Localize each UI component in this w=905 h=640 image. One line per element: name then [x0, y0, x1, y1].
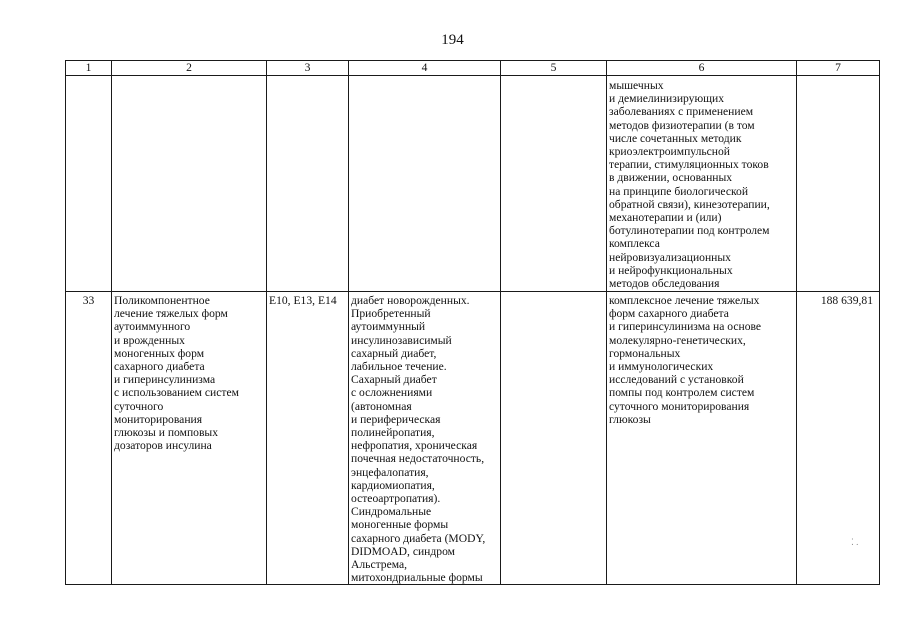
cont-cell-7 — [797, 76, 880, 292]
text-line: с использованием систем — [114, 386, 239, 400]
text-line: глюкозы — [609, 412, 651, 426]
text-line: криоэлектроимпульсной — [609, 145, 731, 159]
text-line: остеоартропатия). — [351, 492, 441, 506]
text-line: мониторирования — [114, 412, 203, 426]
text-line: методов обследования — [609, 277, 720, 291]
text-line: заболеваниях с применением — [609, 105, 754, 119]
text-line: диабет новорожденных. — [351, 294, 470, 307]
cont-cell-4 — [349, 76, 501, 292]
text-line: инсулинозависимый — [351, 333, 452, 347]
scan-speck: ⁚ . — [851, 537, 859, 547]
text-line: числе сочетанных методик — [609, 131, 742, 145]
text-line: мышечных — [609, 79, 664, 92]
text-line: лечение тяжелых форм — [114, 307, 228, 321]
text-line: энцефалопатия, — [351, 465, 429, 479]
text-line: кардиомиопатия, — [351, 478, 435, 492]
care-type-cell — [112, 292, 267, 585]
text-line: и гиперинсулинизма — [114, 373, 216, 387]
cont-cell-1 — [66, 76, 112, 292]
text-line: глюкозы и помповых — [114, 426, 219, 440]
text-line: моногенные формы — [351, 518, 449, 532]
text-line: Приобретенный — [351, 307, 431, 321]
text-line: Сахарный диабет — [351, 373, 437, 387]
text-line: сахарного диабета — [114, 360, 205, 374]
text-line: и иммунологических — [609, 360, 714, 374]
text-line: терапии, стимуляционных токов — [609, 158, 769, 172]
text-line: сахарного диабета (MODY, — [351, 531, 486, 545]
text-line: ботулинотерапии под контролем — [609, 224, 770, 238]
text-line: комплекса — [609, 237, 660, 251]
text-line: аутоиммунного — [114, 320, 191, 334]
cont-cell-3 — [267, 76, 349, 292]
text-line: суточного мониторирования — [609, 399, 750, 413]
diagnosis-codes-cell: E10, E13, E14 — [267, 292, 349, 585]
row-number-cell: 33 — [66, 292, 112, 585]
text-line: молекулярно-генетических, — [609, 333, 746, 347]
column-number-row — [66, 61, 880, 76]
text-line: аутоиммунный — [351, 320, 426, 334]
column-number-4: 4 — [349, 61, 501, 76]
treatment-method-cell — [607, 292, 797, 585]
text-line: Альстрема, — [351, 558, 408, 572]
text-line: обратной связи), кинезотерапии, — [609, 197, 770, 211]
patient-model-cell — [501, 292, 607, 585]
text-line: (автономная — [351, 399, 412, 413]
text-line: и гиперинсулинизма на основе — [609, 320, 762, 334]
text-line: Поликомпонентное — [114, 294, 210, 307]
text-line: с осложнениями — [351, 386, 433, 400]
text-line: и нейрофункциональных — [609, 263, 733, 277]
column-number-7: 7 — [797, 61, 880, 76]
table-row-33 — [66, 292, 880, 585]
text-line: комплексное лечение тяжелых — [609, 294, 760, 307]
text-line: Синдромальные — [351, 505, 432, 519]
cont-cell-2 — [112, 76, 267, 292]
text-line: форм сахарного диабета — [609, 307, 729, 321]
text-line: лабильное течение. — [351, 360, 447, 374]
page-number: 194 — [441, 32, 464, 48]
services-table — [65, 60, 880, 585]
text-line: помпы под контролем систем — [609, 386, 755, 400]
text-line: дозаторов инсулина — [114, 439, 212, 453]
text-line: суточного — [114, 399, 164, 413]
text-line: исследований с установкой — [609, 373, 744, 387]
disease-model-cell — [349, 292, 501, 585]
text-line: и врожденных — [114, 333, 185, 347]
text-line: механотерапии и (или) — [609, 211, 722, 225]
column-number-5: 5 — [501, 61, 607, 76]
column-number-3: 3 — [267, 61, 349, 76]
text-line: митохондриальные формы — [351, 571, 483, 585]
continuation-row — [66, 76, 880, 292]
text-line: моногенных форм — [114, 346, 205, 360]
cont-treatment-method-cell — [607, 76, 797, 292]
cost-cell: 188 639,81 — [797, 292, 880, 585]
text-line: на принципе биологической — [609, 184, 749, 198]
text-line: нейровизуализационных — [609, 250, 731, 264]
column-number-1: 1 — [66, 61, 112, 76]
text-line: и периферическая — [351, 412, 441, 426]
text-line: сахарный диабет, — [351, 346, 437, 360]
text-line: гормональных — [609, 346, 681, 360]
text-line: нефропатия, хроническая — [351, 439, 478, 453]
text-line: методов физиотерапии (в том — [609, 118, 755, 132]
column-number-6: 6 — [607, 61, 797, 76]
cont-cell-5 — [501, 76, 607, 292]
column-number-2: 2 — [112, 61, 267, 76]
text-line: в движении, основанных — [609, 171, 733, 185]
text-line: почечная недостаточность, — [351, 452, 485, 466]
text-line: и демиелинизирующих — [609, 92, 725, 106]
text-line: полинейропатия, — [351, 426, 435, 440]
text-line: DIDMOAD, синдром — [351, 544, 455, 558]
